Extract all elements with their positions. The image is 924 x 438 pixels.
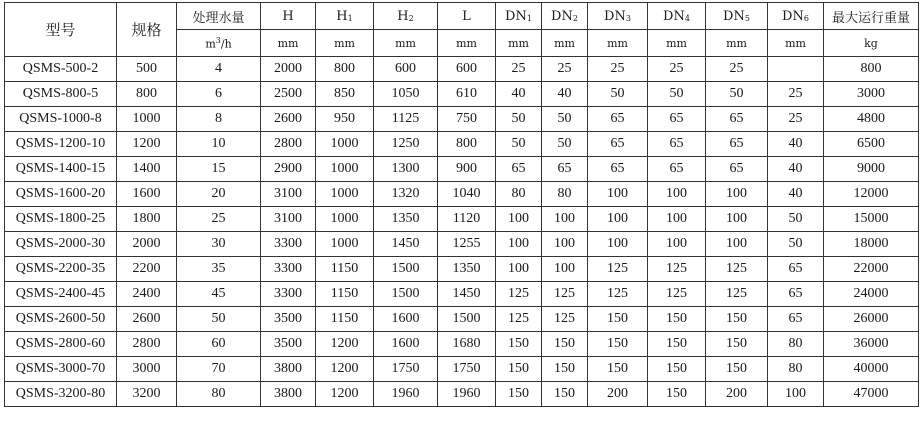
table-cell: QSMS-3000-70 — [5, 357, 117, 382]
table-cell: QSMS-2200-35 — [5, 257, 117, 282]
table-cell: 1600 — [117, 182, 177, 207]
unit-h: mm — [261, 30, 316, 57]
header-dn1: $DN_1$ — [496, 3, 542, 30]
table-cell: 1500 — [374, 257, 438, 282]
table-cell: 1200 — [117, 132, 177, 157]
header-capacity: 处理水量 — [177, 3, 261, 30]
table-cell: QSMS-1600-20 — [5, 182, 117, 207]
table-cell: 80 — [177, 382, 261, 407]
table-cell: 65 — [768, 307, 824, 332]
table-cell: 1125 — [374, 107, 438, 132]
table-cell: 150 — [496, 357, 542, 382]
table-cell: 3100 — [261, 207, 316, 232]
table-cell: 3500 — [261, 332, 316, 357]
table-cell: 65 — [496, 157, 542, 182]
table-cell: 125 — [706, 257, 768, 282]
table-cell: 610 — [438, 82, 496, 107]
table-cell: 2200 — [117, 257, 177, 282]
header-h1: $H_1$ — [316, 3, 374, 30]
table-cell: 125 — [496, 307, 542, 332]
table-cell: 125 — [588, 257, 648, 282]
header-dn3: $DN_3$ — [588, 3, 648, 30]
table-cell: 1000 — [316, 207, 374, 232]
table-cell: QSMS-1200-10 — [5, 132, 117, 157]
table-cell: 125 — [542, 307, 588, 332]
table-cell: QSMS-1800-25 — [5, 207, 117, 232]
table-cell: 40000 — [824, 357, 919, 382]
table-cell: 1450 — [438, 282, 496, 307]
table-cell: 800 — [438, 132, 496, 157]
table-cell: 1320 — [374, 182, 438, 207]
table-cell: 800 — [316, 57, 374, 82]
table-cell: QSMS-2400-45 — [5, 282, 117, 307]
table-cell: 80 — [496, 182, 542, 207]
table-cell: 45 — [177, 282, 261, 307]
table-cell: 1500 — [438, 307, 496, 332]
table-cell: 4 — [177, 57, 261, 82]
unit-weight: kg — [824, 30, 919, 57]
table-cell: 100 — [542, 207, 588, 232]
table-cell: 100 — [496, 207, 542, 232]
table-cell: 80 — [542, 182, 588, 207]
table-cell: 35 — [177, 257, 261, 282]
table-row — [5, 182, 919, 207]
table-row — [5, 207, 919, 232]
header-weight: 最大运行重量 — [824, 3, 919, 30]
table-cell: 50 — [706, 82, 768, 107]
table-cell: 40 — [542, 82, 588, 107]
table-cell: 24000 — [824, 282, 919, 307]
table-cell: 9000 — [824, 157, 919, 182]
table-cell: 15000 — [824, 207, 919, 232]
table-cell: 1800 — [117, 207, 177, 232]
table-cell: 50 — [768, 232, 824, 257]
table-cell: 1150 — [316, 307, 374, 332]
table-cell: 150 — [542, 382, 588, 407]
table-cell: 65 — [706, 132, 768, 157]
table-cell: 1600 — [374, 307, 438, 332]
table-cell: 600 — [438, 57, 496, 82]
table-cell: 10 — [177, 132, 261, 157]
table-cell: 1500 — [374, 282, 438, 307]
table-row — [5, 107, 919, 132]
table-row — [5, 332, 919, 357]
table-cell: 150 — [706, 332, 768, 357]
table-cell: 60 — [177, 332, 261, 357]
table-cell: 125 — [588, 282, 648, 307]
table-cell: 150 — [648, 307, 706, 332]
table-row — [5, 157, 919, 182]
table-cell: 65 — [542, 157, 588, 182]
table-cell: 100 — [588, 232, 648, 257]
table-cell: QSMS-800-5 — [5, 82, 117, 107]
table-cell: 1000 — [316, 157, 374, 182]
table-cell: 150 — [648, 382, 706, 407]
table-cell: 125 — [648, 257, 706, 282]
table-cell: 25 — [177, 207, 261, 232]
table-cell: 65 — [588, 157, 648, 182]
table-cell: 65 — [706, 107, 768, 132]
table-cell: 1000 — [117, 107, 177, 132]
table-cell: 1960 — [438, 382, 496, 407]
unit-capacity: $m^3/h$ — [177, 30, 261, 57]
table-cell: 1000 — [316, 132, 374, 157]
table-cell: 1150 — [316, 257, 374, 282]
table-cell: 18000 — [824, 232, 919, 257]
table-cell: 125 — [542, 282, 588, 307]
table-cell: QSMS-500-2 — [5, 57, 117, 82]
table-cell: 1350 — [438, 257, 496, 282]
header-row-labels — [5, 3, 919, 30]
table-cell: 800 — [824, 57, 919, 82]
table-cell: 100 — [588, 207, 648, 232]
table-cell: 20 — [177, 182, 261, 207]
table-cell: 125 — [648, 282, 706, 307]
table-cell: 850 — [316, 82, 374, 107]
table-cell: 40 — [768, 157, 824, 182]
table-cell: 15 — [177, 157, 261, 182]
table-cell: 100 — [588, 182, 648, 207]
table-cell: 3300 — [261, 282, 316, 307]
table-cell: 26000 — [824, 307, 919, 332]
table-cell: 6500 — [824, 132, 919, 157]
header-dn4: $DN_4$ — [648, 3, 706, 30]
table-cell: 600 — [374, 57, 438, 82]
table-cell: 150 — [542, 357, 588, 382]
table-cell: 1960 — [374, 382, 438, 407]
unit-dn2: mm — [542, 30, 588, 57]
table-cell: 80 — [768, 332, 824, 357]
table-cell: 150 — [648, 332, 706, 357]
table-cell: 2800 — [261, 132, 316, 157]
unit-h2: mm — [374, 30, 438, 57]
table-cell: QSMS-3200-80 — [5, 382, 117, 407]
table-cell: 1200 — [316, 357, 374, 382]
table-cell: 2900 — [261, 157, 316, 182]
table-cell: 22000 — [824, 257, 919, 282]
table-cell: 40 — [496, 82, 542, 107]
table-cell: 100 — [768, 382, 824, 407]
table-cell: 2000 — [261, 57, 316, 82]
header-l: L — [438, 3, 496, 30]
table-cell: 1000 — [316, 232, 374, 257]
table-cell: 1750 — [438, 357, 496, 382]
table-cell: 12000 — [824, 182, 919, 207]
table-cell: 100 — [648, 182, 706, 207]
table-cell: 150 — [496, 382, 542, 407]
table-cell: 125 — [706, 282, 768, 307]
table-cell: 50 — [768, 207, 824, 232]
unit-h1: mm — [316, 30, 374, 57]
table-cell: 1200 — [316, 332, 374, 357]
table-cell: 50 — [496, 107, 542, 132]
table-cell: 3000 — [117, 357, 177, 382]
table-row — [5, 382, 919, 407]
table-cell: 100 — [648, 232, 706, 257]
table-cell: 3200 — [117, 382, 177, 407]
table-cell: 6 — [177, 82, 261, 107]
table-cell: 65 — [648, 132, 706, 157]
table-cell — [768, 57, 824, 82]
table-cell: 25 — [648, 57, 706, 82]
table-cell: 65 — [588, 132, 648, 157]
table-cell: 3500 — [261, 307, 316, 332]
table-cell: 150 — [648, 357, 706, 382]
table-cell: 3000 — [824, 82, 919, 107]
table-cell: 50 — [648, 82, 706, 107]
table-cell: 100 — [542, 257, 588, 282]
table-cell: 65 — [648, 157, 706, 182]
table-row — [5, 82, 919, 107]
table-cell: 1400 — [117, 157, 177, 182]
table-cell: QSMS-2600-50 — [5, 307, 117, 332]
table-cell: 25 — [768, 82, 824, 107]
table-cell: 200 — [706, 382, 768, 407]
table-row — [5, 282, 919, 307]
table-cell: 25 — [542, 57, 588, 82]
table-cell: 8 — [177, 107, 261, 132]
table-cell: 40 — [768, 182, 824, 207]
table-cell: 1680 — [438, 332, 496, 357]
table-cell: 1150 — [316, 282, 374, 307]
table-cell: QSMS-2000-30 — [5, 232, 117, 257]
table-cell: 3300 — [261, 257, 316, 282]
table-cell: 150 — [588, 332, 648, 357]
table-cell: 1300 — [374, 157, 438, 182]
table-cell: 25 — [496, 57, 542, 82]
table-cell: 50 — [542, 107, 588, 132]
unit-dn5: mm — [706, 30, 768, 57]
table-cell: 125 — [496, 282, 542, 307]
table-cell: 500 — [117, 57, 177, 82]
table-cell: 50 — [496, 132, 542, 157]
unit-dn4: mm — [648, 30, 706, 57]
table-cell: QSMS-2800-60 — [5, 332, 117, 357]
table-cell: 4800 — [824, 107, 919, 132]
table-row — [5, 57, 919, 82]
table-cell: 150 — [706, 307, 768, 332]
table-cell: 950 — [316, 107, 374, 132]
table-cell: 1255 — [438, 232, 496, 257]
unit-l: mm — [438, 30, 496, 57]
table-cell: 40 — [768, 132, 824, 157]
table-cell: 1040 — [438, 182, 496, 207]
table-row — [5, 307, 919, 332]
table-row — [5, 357, 919, 382]
table-cell: 2500 — [261, 82, 316, 107]
table-cell: 100 — [496, 257, 542, 282]
table-cell: 1120 — [438, 207, 496, 232]
table-cell: 100 — [706, 182, 768, 207]
table-cell: 65 — [648, 107, 706, 132]
table-cell: 47000 — [824, 382, 919, 407]
table-cell: 2600 — [117, 307, 177, 332]
table-cell: 65 — [768, 282, 824, 307]
table-cell: 36000 — [824, 332, 919, 357]
header-dn2: $DN_2$ — [542, 3, 588, 30]
table-row — [5, 232, 919, 257]
table-cell: 1000 — [316, 182, 374, 207]
header-dn5: $DN_5$ — [706, 3, 768, 30]
table-cell: 100 — [648, 207, 706, 232]
header-h2: $H_2$ — [374, 3, 438, 30]
table-cell: 1250 — [374, 132, 438, 157]
table-cell: 30 — [177, 232, 261, 257]
table-cell: 50 — [177, 307, 261, 332]
table-cell: 100 — [706, 232, 768, 257]
table-cell: 100 — [542, 232, 588, 257]
table-cell: 1600 — [374, 332, 438, 357]
header-spec: 规格 — [117, 3, 177, 57]
table-body — [5, 57, 919, 407]
header-model: 型号 — [5, 3, 117, 57]
table-cell: 25 — [588, 57, 648, 82]
spec-table — [4, 2, 919, 407]
table-cell: 1750 — [374, 357, 438, 382]
table-cell: 70 — [177, 357, 261, 382]
table-cell: 1450 — [374, 232, 438, 257]
table-row — [5, 132, 919, 157]
table-cell: 100 — [496, 232, 542, 257]
table-cell: 2600 — [261, 107, 316, 132]
table-cell: 150 — [706, 357, 768, 382]
table-cell: 65 — [588, 107, 648, 132]
table-cell: 25 — [706, 57, 768, 82]
table-cell: 150 — [542, 332, 588, 357]
table-cell: QSMS-1400-15 — [5, 157, 117, 182]
table-cell: 65 — [768, 257, 824, 282]
table-cell: 200 — [588, 382, 648, 407]
table-cell: 1200 — [316, 382, 374, 407]
table-cell: 800 — [117, 82, 177, 107]
unit-dn6: mm — [768, 30, 824, 57]
table-cell: 3300 — [261, 232, 316, 257]
table-cell: 50 — [542, 132, 588, 157]
table-cell: 25 — [768, 107, 824, 132]
table-cell: 150 — [588, 357, 648, 382]
table-cell: 750 — [438, 107, 496, 132]
table-cell: 1050 — [374, 82, 438, 107]
table-cell: 100 — [706, 207, 768, 232]
table-cell: 150 — [588, 307, 648, 332]
table-cell: 2800 — [117, 332, 177, 357]
table-cell: 150 — [496, 332, 542, 357]
table-cell: 3100 — [261, 182, 316, 207]
header-h: H — [261, 3, 316, 30]
table-cell: 65 — [706, 157, 768, 182]
table-cell: 1350 — [374, 207, 438, 232]
table-cell: 3800 — [261, 382, 316, 407]
table-cell: 2400 — [117, 282, 177, 307]
table-cell: QSMS-1000-8 — [5, 107, 117, 132]
table-cell: 3800 — [261, 357, 316, 382]
unit-dn1: mm — [496, 30, 542, 57]
table-cell: 50 — [588, 82, 648, 107]
table-row — [5, 257, 919, 282]
header-dn6: $DN_6$ — [768, 3, 824, 30]
table-cell: 900 — [438, 157, 496, 182]
unit-dn3: mm — [588, 30, 648, 57]
table-cell: 80 — [768, 357, 824, 382]
table-cell: 2000 — [117, 232, 177, 257]
